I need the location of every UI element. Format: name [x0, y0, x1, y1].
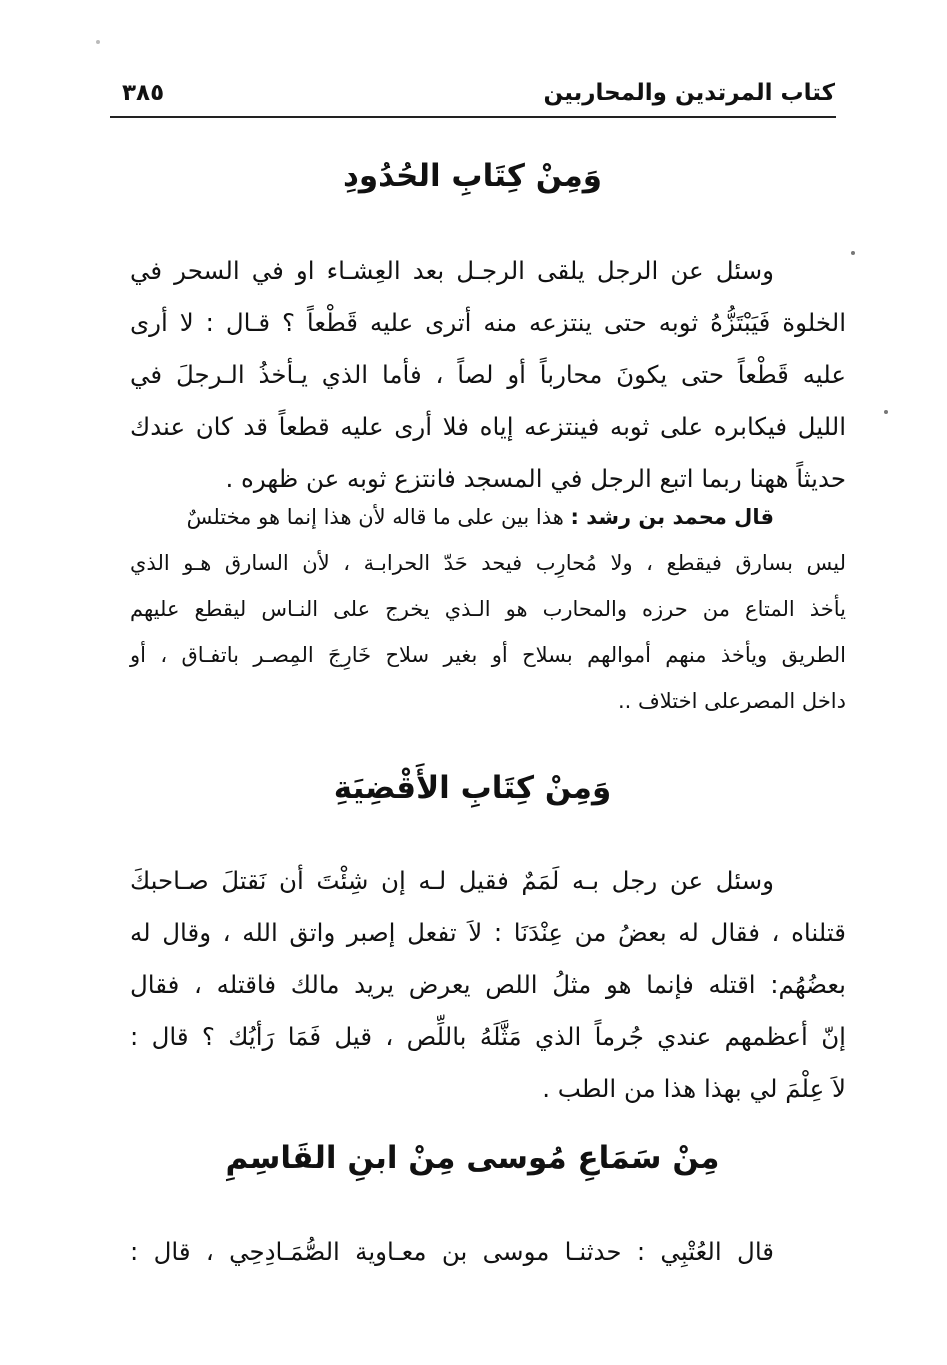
- text-line: الليل فيكابره على ثوبه فينتزعه إياه فلا أرى عليه قطعاً قد كان عندك: [130, 412, 846, 441]
- scan-speck: [884, 410, 888, 414]
- scan-speck: [851, 251, 855, 255]
- header-rule: [110, 116, 836, 118]
- section-title-sama-musa: مِنْ سَمَاعِ مُوسى مِنْ ابنِ القَاسِمِ: [225, 1140, 720, 1176]
- text-line: وسئل عن الرجل يلقى الرجـل بعد العِشـاء او في السحر في: [130, 256, 774, 285]
- text-line: حديثاً ههنا ربما اتبع الرجل في المسجد فانتزع ثوبه عن ظهره .: [225, 464, 846, 493]
- text-line: يأخذ المتاع من حرزه والمحارب هو الـذي يخرج على النـاس ليقطع عليهم: [130, 597, 846, 621]
- text-line: قال العُتْبِي : حدثنـا موسى بن معـاوية الصُّمَـادِحِي ، قال :: [130, 1237, 774, 1266]
- paragraph-aqdiya: [130, 855, 846, 1115]
- commentary-first-line: هذا بين على ما قاله لأن هذا إنما هو مختلسٌ: [186, 505, 564, 529]
- text-line: داخل المصرعلى اختلاف ..: [617, 689, 846, 713]
- section-title-aqdiya: وَمِنْ كِتَابِ الأَقْضِيَةِ: [333, 770, 612, 806]
- text-line: [130, 494, 846, 540]
- text-line: بعضُهُم: اقتله فإنما هو مثلُ اللص يعرض يريد مالك فاقتله ، فقال: [130, 970, 846, 999]
- text-line: الطريق ويأخذ منهم أموالهم بسلاح أو بغير سلاح خَارِجَ المِصـر باتفـاق ، أو: [130, 643, 846, 667]
- text-line: وسئل عن رجل بـه لَمَمٌ فقيل لـه إن شِئْتَ أن نَقتلَ صـاحبكَ: [130, 866, 774, 895]
- paragraph-hudud: [130, 245, 846, 505]
- text-line: ليس بسارق فيقطع ، ولا مُحارِب فيحد حَدّ الحرابـة ، لأن السارق هـو الذي: [130, 551, 846, 575]
- scan-speck: [96, 40, 100, 44]
- commentary-speaker: قال محمد بن رشد :: [570, 505, 774, 529]
- page-number: ٣٨٥: [122, 80, 165, 106]
- text-line: إنّ أعظمهم عندي جُرماً الذي مَثَّلَهُ باللِّص ، قيل فَمَا رَأيُك ؟ قال :: [130, 1022, 846, 1051]
- text-line: لاَ عِلْمَ لي بهذا هذا من الطب .: [542, 1074, 846, 1103]
- text-line: قتلناه ، فقال له بعضُ من عِنْدَنَا : لاَ تفعل إصبر واتق الله ، وقال له: [130, 918, 846, 947]
- text-line: عليه قَطْعاً حتى يكونَ محارباً أو لصاً ، فأما الذي يـأخذُ الـرجلَ في: [130, 360, 846, 389]
- commentary-ibn-rushd: [130, 494, 846, 724]
- section-title-hudud: وَمِنْ كِتَابِ الحُدُودِ: [342, 158, 603, 194]
- running-header-title: كتاب المرتدين والمحاربين: [543, 80, 835, 106]
- paragraph-sama-musa: [130, 1226, 846, 1278]
- text-line: الخلوة فَيَبْتَزُّهُ ثوبه حتى ينتزعه منه أترى عليه قَطْعاً ؟ قـال : لا أرى: [130, 308, 846, 337]
